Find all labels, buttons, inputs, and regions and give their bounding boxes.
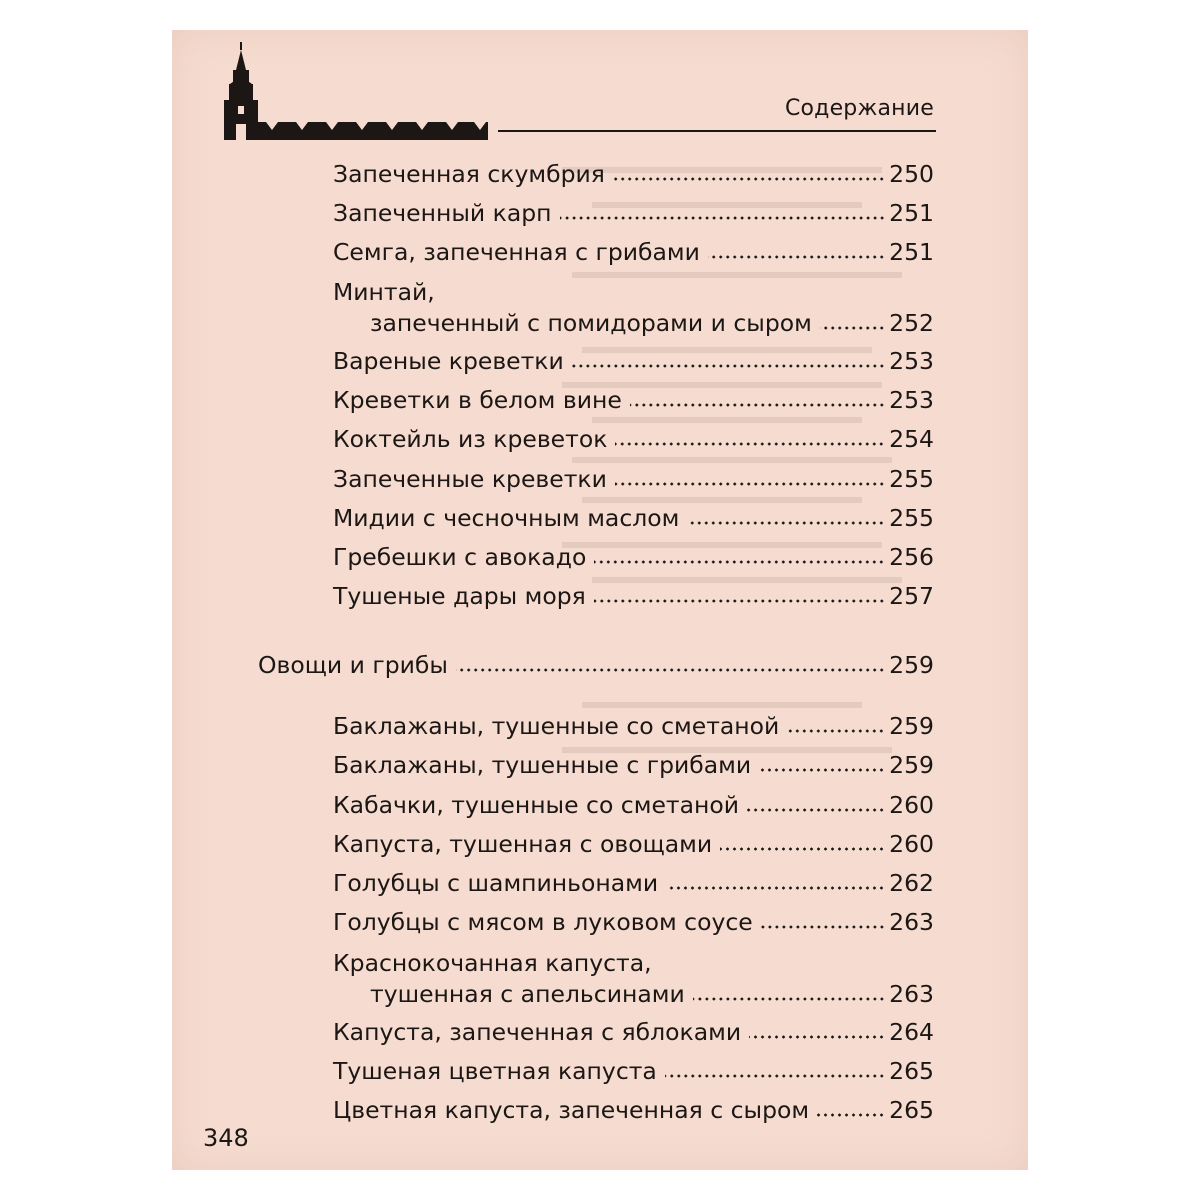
toc-entry — [333, 503, 934, 533]
toc-page-number: 253 — [889, 347, 934, 375]
dot-leader — [787, 728, 885, 734]
toc-entry-title: Вареные креветки — [333, 347, 564, 375]
dot-leader — [456, 667, 885, 673]
dot-leader — [749, 1034, 885, 1040]
dot-leader — [747, 807, 885, 813]
toc-page-number: 255 — [889, 465, 934, 493]
toc-entry-title: Мидии с чесночным маслом — [333, 504, 680, 532]
toc-entry — [333, 159, 934, 189]
toc-page-number: 260 — [889, 830, 934, 858]
dot-leader — [594, 559, 885, 565]
dot-leader — [615, 481, 885, 487]
toc-entry — [370, 979, 934, 1009]
dot-leader — [666, 885, 885, 891]
dot-leader — [708, 254, 885, 260]
toc-entry — [333, 581, 934, 611]
toc-page-number: 259 — [889, 651, 934, 679]
toc-entry — [333, 907, 934, 937]
toc-entry-title: Минтай, — [333, 278, 435, 306]
toc-entry — [333, 385, 934, 415]
toc-entry-title: Коктейль из креветок — [333, 425, 608, 453]
toc-entry — [370, 308, 934, 338]
toc-page-number: 252 — [889, 309, 934, 337]
toc-page-number: 256 — [889, 543, 934, 571]
toc-page-number: 265 — [889, 1057, 934, 1085]
toc-entry — [333, 750, 934, 780]
toc-entry-title: Голубцы с шампиньонами — [333, 869, 659, 897]
toc-page-number: 262 — [889, 869, 934, 897]
toc-page-number: 251 — [889, 238, 934, 266]
toc-entry — [333, 868, 934, 898]
toc-page-number: 259 — [889, 712, 934, 740]
toc-entry-title: Баклажаны, тушенные с грибами — [333, 751, 752, 779]
toc-entry — [333, 464, 934, 494]
toc-entry-title: Запеченный карп — [333, 199, 552, 227]
header-rule — [498, 130, 936, 132]
toc-page-number: 257 — [889, 582, 934, 610]
toc-page-number: 264 — [889, 1018, 934, 1046]
toc-entry-title: Овощи и грибы — [258, 651, 448, 679]
dot-leader — [615, 441, 885, 447]
toc-entry-title: Тушеная цветная капуста — [333, 1057, 657, 1085]
toc-entry — [333, 424, 934, 454]
toc-entry-title: запеченный с помидорами и сыром — [370, 309, 812, 337]
toc-entry-title: Гребешки с авокадо — [333, 543, 587, 571]
toc-entry-title: Тушеные дары моря — [333, 582, 586, 610]
toc-page-number: 253 — [889, 386, 934, 414]
toc-page-number: 263 — [889, 908, 934, 936]
toc-entry-title: Капуста, тушенная с овощами — [333, 830, 713, 858]
dot-leader — [572, 363, 885, 369]
toc-entry-title: Голубцы с мясом в луковом соусе — [333, 908, 753, 936]
toc-entry — [333, 198, 934, 228]
toc-entry-title: тушенная с апельсинами — [370, 980, 685, 1008]
toc-page-number: 254 — [889, 425, 934, 453]
toc-page-number: 265 — [889, 1096, 934, 1124]
toc-entry — [333, 1056, 934, 1086]
dot-leader — [594, 598, 885, 604]
toc-page-number: 259 — [889, 751, 934, 779]
toc-page-number: 263 — [889, 980, 934, 1008]
toc-entry — [333, 1095, 934, 1125]
toc-entry-title: Запеченные креветки — [333, 465, 607, 493]
toc-entry-title: Цветная капуста, запеченная с сыром — [333, 1096, 810, 1124]
toc-page-number: 260 — [889, 791, 934, 819]
dot-leader — [817, 1112, 885, 1118]
toc-page-number: 250 — [889, 160, 934, 188]
dot-leader — [665, 1073, 885, 1079]
toc-page-number: 255 — [889, 504, 934, 532]
toc-entry-title: Креветки в белом вине — [333, 386, 622, 414]
toc-entry — [333, 542, 934, 572]
toc-entry-title: Баклажаны, тушенные со сметаной — [333, 712, 780, 740]
dot-leader — [613, 176, 885, 182]
toc-entry-title: Семга, запеченная с грибами — [333, 238, 700, 266]
dot-leader — [560, 215, 886, 221]
toc-entry-title: Кабачки, тушенные со сметаной — [333, 791, 740, 819]
toc-page-number: 251 — [889, 199, 934, 227]
toc-entry — [333, 346, 934, 376]
running-head: Содержание — [784, 96, 934, 121]
kremlin-tower-logo — [216, 40, 496, 140]
toc-entry — [333, 711, 934, 741]
dot-leader — [693, 996, 885, 1002]
toc-entry-title: Запеченная скумбрия — [333, 160, 605, 188]
dot-leader — [761, 924, 885, 930]
toc-entry-title: Краснокочанная капуста, — [333, 949, 652, 977]
toc-entry-title: Капуста, запеченная с яблоками — [333, 1018, 742, 1046]
dot-leader — [720, 846, 885, 852]
dot-leader — [687, 520, 885, 526]
toc-entry — [333, 1017, 934, 1047]
toc-entry — [333, 790, 934, 820]
toc-entry — [333, 237, 934, 267]
dot-leader — [759, 767, 885, 773]
dot-leader — [630, 402, 885, 408]
toc-section-entry — [258, 650, 934, 680]
dot-leader — [820, 325, 885, 331]
toc-entry — [333, 829, 934, 859]
page-number: 348 — [203, 1124, 249, 1152]
